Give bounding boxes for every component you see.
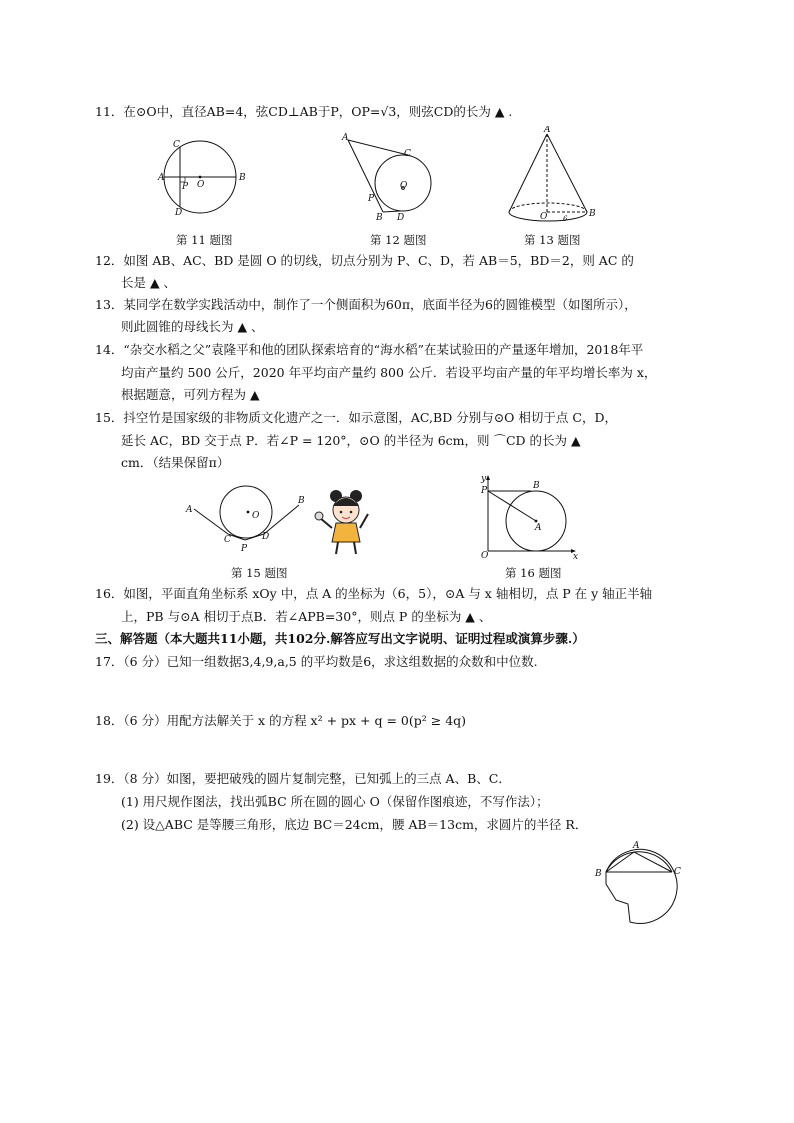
fig15-caption: 第 15 题图 — [231, 566, 288, 580]
question-19-line-1: 19．（8 分）如图，要把破残的圆片复制完整，已知弧上的三点 A、B、C． — [95, 771, 511, 786]
fig11-label-c: C — [173, 140, 180, 150]
question-14-line-1: 14．“杂交水稻之父”袁隆平和他的团队探索培育的“海水稻”在某试验田的产量逐年增加，2018年平 — [95, 342, 644, 357]
fig12-label-a: A — [342, 133, 349, 143]
fig11-label-b: B — [239, 173, 246, 183]
fig16-label-o: O — [481, 551, 489, 561]
fig15-label-p: P — [241, 544, 248, 554]
question-19-line-3: (2) 设△ABC 是等腰三角形，底边 BC＝24cm，腰 AB＝13cm，求圆片的半径 R． — [121, 817, 588, 832]
fig16-label-a: A — [535, 523, 542, 533]
fig16-label-x: x — [573, 552, 579, 561]
fig13-label-o: O — [540, 212, 548, 222]
question-12-line-2: 长是 ▲ 、 — [121, 275, 177, 290]
fig12-label-d: D — [397, 213, 405, 223]
question-17: 17．（6 分）已知一组数据3,4,9,a,5 的平均数是6，求这组数据的众数和中位数. — [95, 654, 538, 669]
fig15-label-d: D — [262, 532, 270, 542]
fig16-label-b: B — [533, 481, 540, 491]
fig15-tangent-bd — [264, 505, 299, 534]
fig13-caption: 第 13 题图 — [524, 233, 581, 247]
fig15-tangent-ac — [194, 509, 228, 534]
fig13-label-b: B — [589, 209, 596, 219]
fig12-label-c: C — [404, 149, 411, 159]
fig13-slant-right — [547, 134, 587, 212]
figure-15 — [178, 482, 378, 558]
fig19-label-a: A — [633, 841, 640, 851]
question-15-line-3: cm．（结果保留π） — [121, 455, 230, 470]
question-19-line-2: (1) 用尺规作图法，找出弧BC 所在圆的圆心 O（保留作图痕迹，不写作法）； — [121, 794, 549, 809]
question-16-line-2: 上，PB 与⊙A 相切于点B．若∠APB=30°，则点 P 的坐标为 ▲ 、 — [121, 609, 492, 624]
question-14-line-3: 根据题意，可列方程为 ▲ — [121, 387, 260, 402]
question-15-line-2: 延长 AC，BD 交于点 P．若∠P = 120°，⊙O 的半径为 6cm，则 ⌒CD 的长为 ▲ — [121, 433, 581, 448]
fig12-label-b: B — [376, 213, 383, 223]
fig12-caption: 第 12 题图 — [370, 233, 427, 247]
fig16-label-y: y — [481, 474, 487, 484]
fig11-label-d: D — [175, 208, 183, 218]
fig16-label-p: P — [481, 486, 488, 496]
fig15-label-a: A — [186, 505, 193, 515]
figure-19 — [590, 836, 690, 932]
question-11: 11．在⊙O中，直径AB=4，弦CD⊥AB于P，OP=√3，则弦CD的长为 ▲ . — [95, 104, 513, 119]
fig11-label-o: O — [197, 180, 205, 190]
figure-16 — [478, 473, 580, 561]
fig11-caption: 第 11 题图 — [176, 233, 233, 247]
fig15-label-b: B — [298, 496, 305, 506]
question-13-line-2: 则此圆锥的母线长为 ▲ 、 — [121, 319, 264, 334]
figure-12 — [338, 128, 438, 228]
fig13-label-a: A — [544, 126, 551, 135]
figure-13 — [505, 126, 605, 226]
fig12-tangent-bd — [383, 211, 400, 212]
question-14-line-2: 均亩产量约 500 公斤，2020 年平均亩产量约 800 公斤．若设平均亩产量的年平均增长率为 x， — [121, 365, 657, 380]
fig11-label-a: A — [158, 173, 165, 183]
question-12-line-1: 12．如图 AB、AC、BD 是圆 O 的切线，切点分别为 P、C、D，若 AB＝5，BD＝2，则 AC 的 — [95, 253, 634, 268]
fig13-base-back — [509, 203, 587, 212]
fig16-line-pa — [488, 491, 536, 521]
fig12-label-o: O — [400, 181, 408, 191]
fig13-base-front — [509, 212, 587, 221]
question-18: 18．（6 分）用配方法解关于 x 的方程 x² + px + q = 0(p² ≥ 4q) — [95, 713, 467, 728]
question-13-line-1: 13．某同学在数学实践活动中，制作了一个侧面积为60π，底面半径为6的圆锥模型（如图所示）， — [95, 297, 637, 312]
section-3-heading: 三、解答题（本大题共11小题，共102分.解答应写出文字说明、证明过程或演算步骤.） — [95, 631, 585, 646]
fig12-label-p: P — [368, 194, 375, 204]
fig19-broken-disk — [606, 849, 677, 923]
question-15-line-1: 15．抖空竹是国家级的非物质文化遗产之一．如示意图，AC,BD 分别与⊙O 相切于点 C，D， — [95, 410, 617, 425]
fig13-label-six: 6 — [563, 215, 568, 223]
fig15-label-o: O — [252, 511, 260, 521]
figure-11 — [150, 135, 260, 230]
fig15-circle — [220, 486, 272, 538]
fig19-label-c: C — [674, 867, 681, 877]
fig13-slant-left — [509, 134, 547, 212]
cartoon-girl-illustration — [315, 490, 368, 554]
fig11-label-p: P — [182, 182, 189, 192]
fig15-label-c: C — [224, 535, 231, 545]
fig12-tangent-ac — [348, 140, 408, 155]
question-16-line-1: 16．如图，平面直角坐标系 xOy 中，点 A 的坐标为（6，5），⊙A 与 x 轴相切，点 P 在 y 轴正半轴 — [95, 586, 653, 601]
fig19-label-b: B — [595, 869, 602, 879]
fig12-tangent-ab — [348, 140, 383, 212]
fig16-caption: 第 16 题图 — [505, 566, 562, 580]
